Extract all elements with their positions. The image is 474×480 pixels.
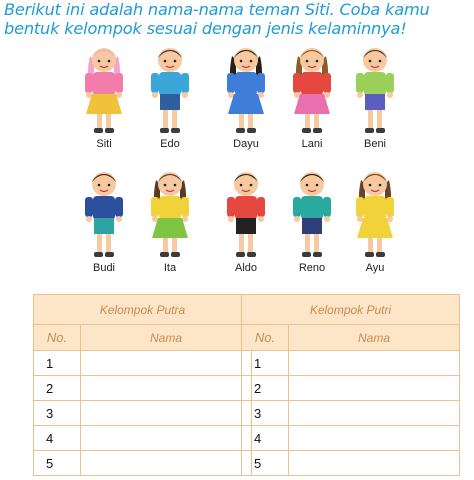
table-row	[34, 426, 252, 451]
child-figure-icon	[214, 168, 278, 260]
character-name: Ita	[163, 262, 177, 274]
child-figure-icon	[72, 44, 136, 136]
instruction-text	[4, 0, 470, 38]
table-putra	[33, 294, 252, 476]
row-number: 1	[242, 351, 289, 376]
row-number: 4	[34, 426, 81, 451]
table-row	[242, 451, 460, 476]
instruction-line-1: Berikut ini adalah nama-nama teman Siti. Coba kamu	[4, 0, 430, 19]
child-figure-icon	[72, 168, 136, 260]
character-edo	[138, 44, 202, 154]
character-dayu	[214, 44, 278, 154]
table-row	[34, 376, 252, 401]
column-header-name: Nama	[289, 325, 460, 351]
character-reno	[280, 168, 344, 278]
row-number: 5	[242, 451, 289, 476]
table-row	[242, 351, 460, 376]
character-ita	[138, 168, 202, 278]
character-name: Budi	[92, 262, 116, 274]
character-name: Edo	[160, 138, 180, 150]
child-figure-icon	[343, 168, 407, 260]
table-row	[242, 426, 460, 451]
table-row	[34, 451, 252, 476]
character-budi	[72, 168, 136, 278]
name-cell[interactable]	[81, 451, 252, 476]
table-row	[242, 376, 460, 401]
character-name: Dayu	[233, 138, 259, 150]
name-cell[interactable]	[289, 401, 460, 426]
character-beni	[343, 44, 407, 154]
character-lani	[280, 44, 344, 154]
character-name: Lani	[301, 138, 323, 150]
child-figure-icon	[214, 44, 278, 136]
child-figure-icon	[280, 44, 344, 136]
row-number: 5	[34, 451, 81, 476]
row-number: 2	[242, 376, 289, 401]
child-figure-icon	[343, 44, 407, 136]
character-name: Aldo	[234, 262, 258, 274]
name-cell[interactable]	[81, 376, 252, 401]
name-cell[interactable]	[81, 426, 252, 451]
row-number: 2	[34, 376, 81, 401]
character-name: Ayu	[365, 262, 385, 274]
child-figure-icon	[138, 44, 202, 136]
column-header-name: Nama	[81, 325, 252, 351]
name-cell[interactable]	[289, 426, 460, 451]
table-row	[242, 401, 460, 426]
table-row	[34, 401, 252, 426]
instruction-line-2: bentuk kelompok sesuai dengan jenis kelaminnya!	[4, 19, 407, 38]
child-figure-icon	[280, 168, 344, 260]
table-putri	[241, 294, 460, 476]
column-header-no: No.	[34, 325, 81, 351]
table-title: Kelompok Putra	[34, 295, 252, 325]
name-cell[interactable]	[289, 351, 460, 376]
table-title: Kelompok Putri	[242, 295, 460, 325]
table-row	[34, 351, 252, 376]
character-name: Beni	[363, 138, 387, 150]
child-figure-icon	[138, 168, 202, 260]
name-cell[interactable]	[289, 376, 460, 401]
character-ayu	[343, 168, 407, 278]
name-cell[interactable]	[81, 401, 252, 426]
name-cell[interactable]	[81, 351, 252, 376]
character-name: Reno	[298, 262, 326, 274]
character-siti	[72, 44, 136, 154]
row-number: 3	[34, 401, 81, 426]
row-number: 4	[242, 426, 289, 451]
character-aldo	[214, 168, 278, 278]
row-number: 3	[242, 401, 289, 426]
column-header-no: No.	[242, 325, 289, 351]
row-number: 1	[34, 351, 81, 376]
name-cell[interactable]	[289, 451, 460, 476]
character-name: Siti	[96, 138, 112, 150]
